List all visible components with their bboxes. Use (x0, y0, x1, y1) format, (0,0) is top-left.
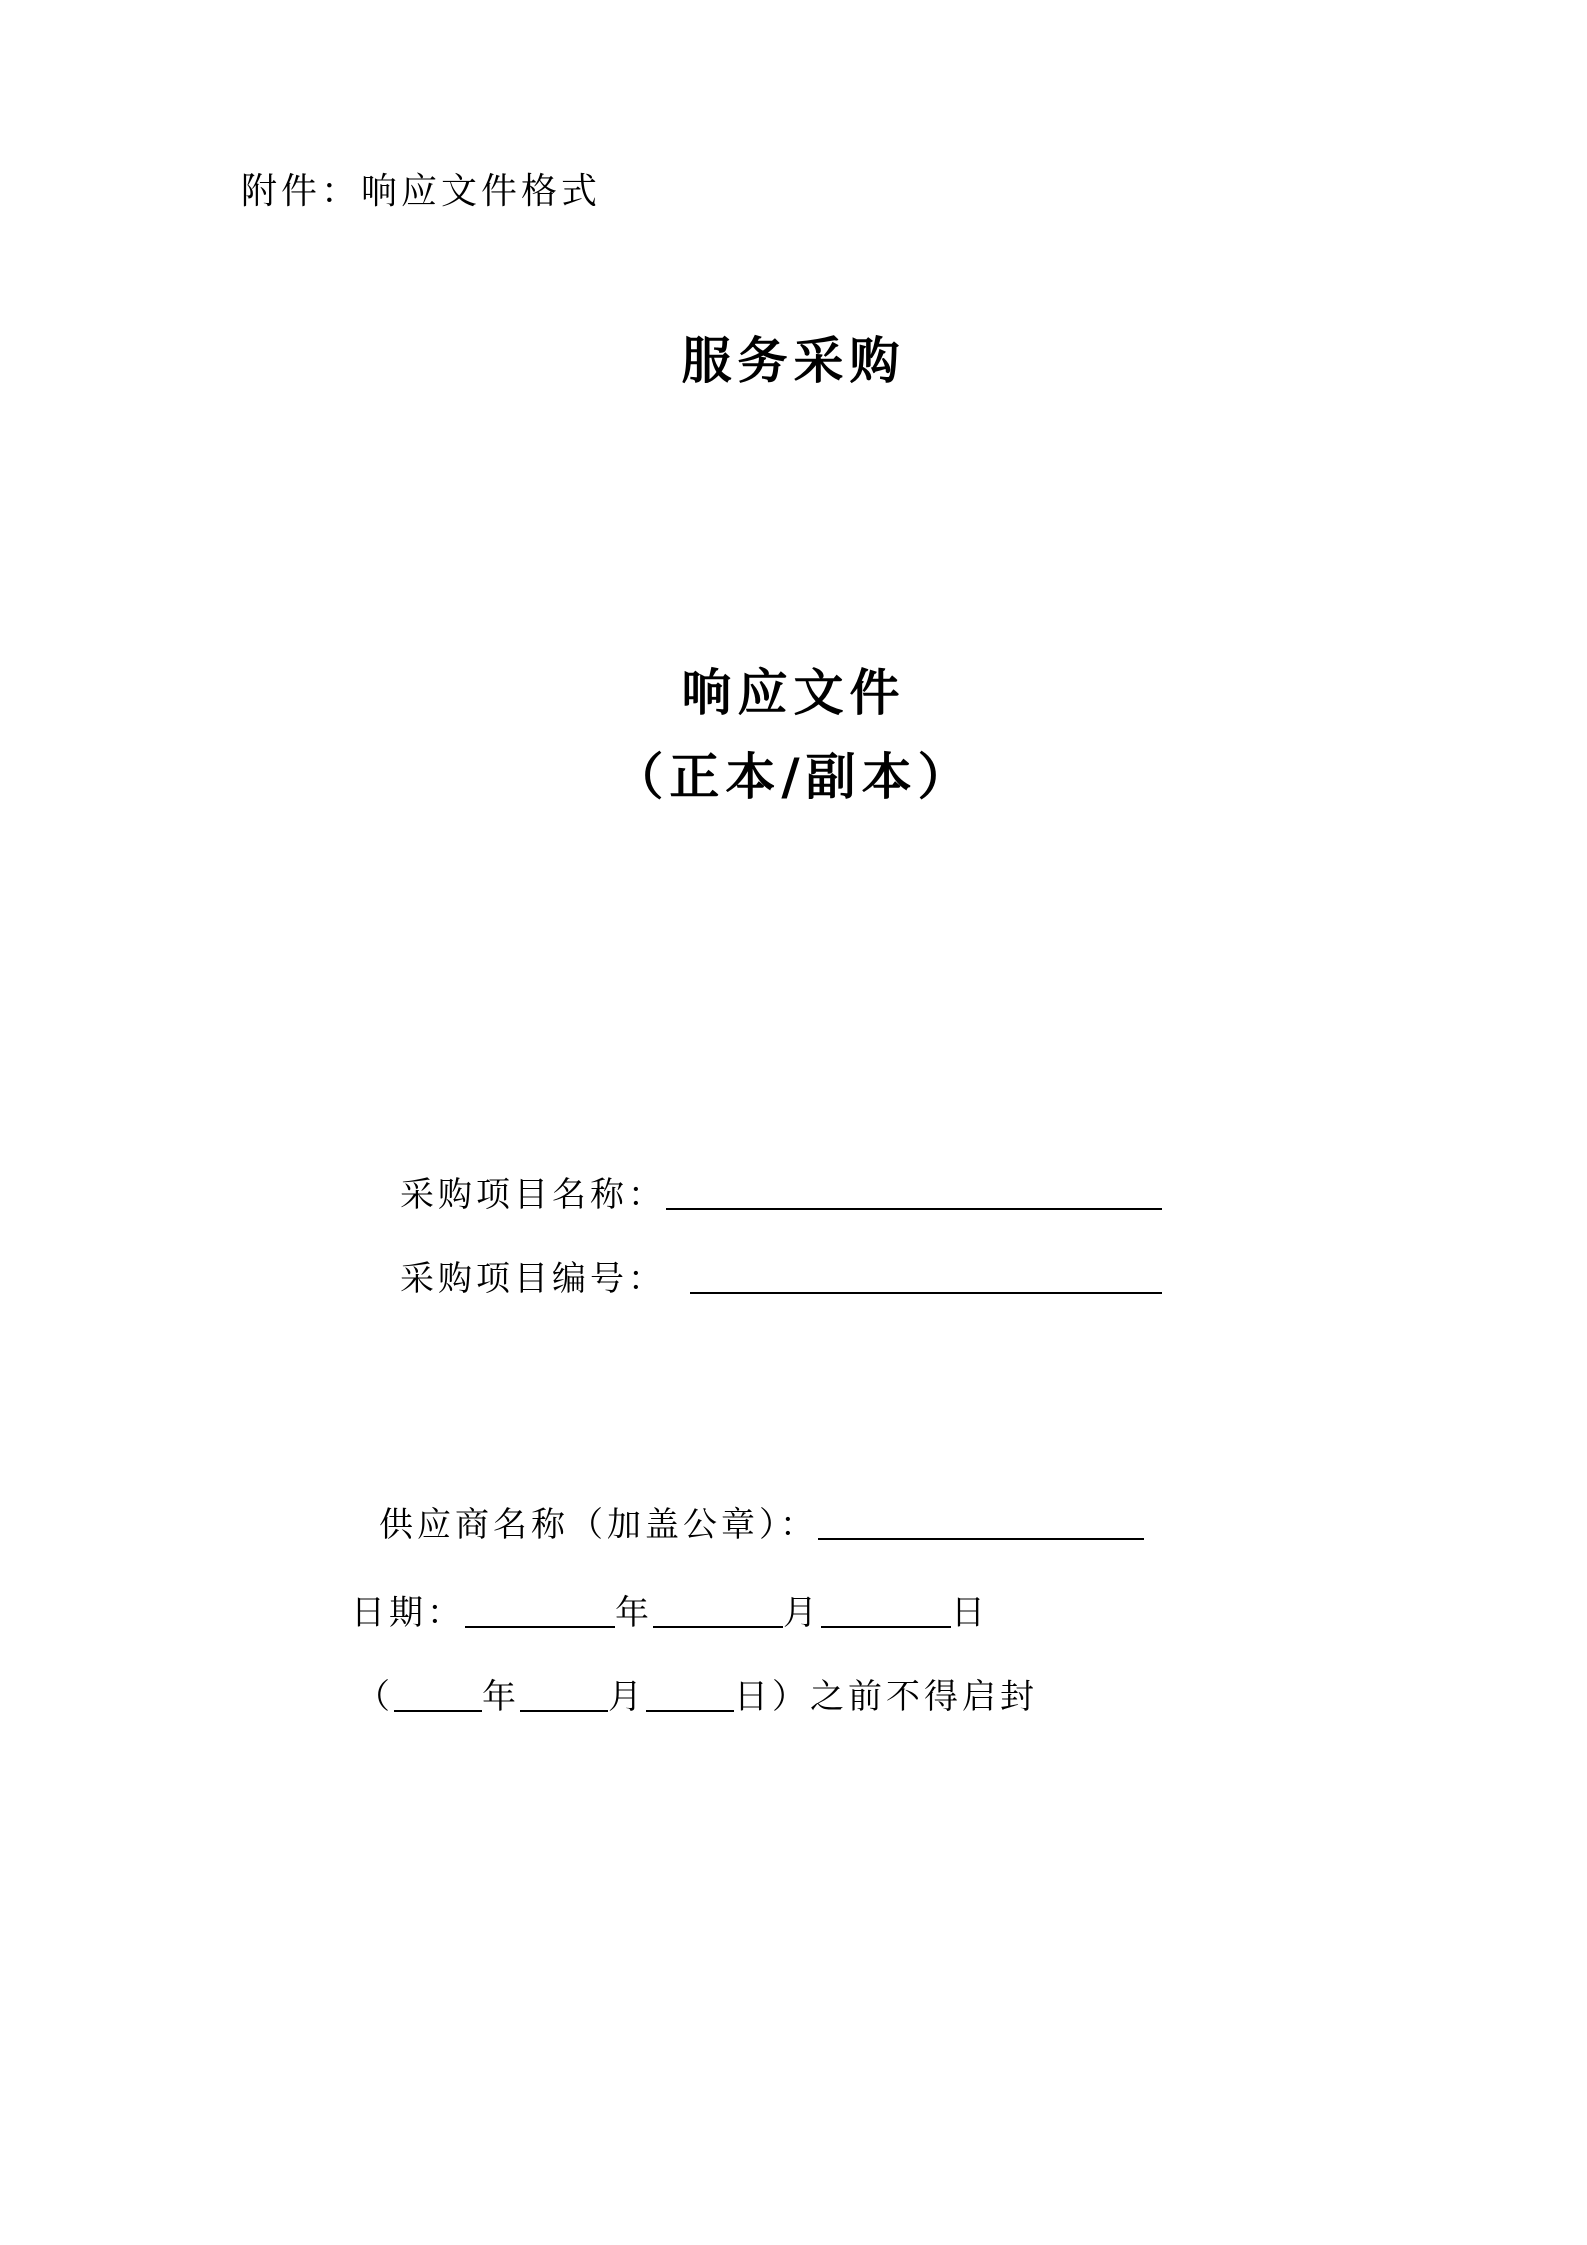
date-row (351, 1593, 989, 1633)
document-title: 响应文件 (681, 664, 906, 722)
date-month-unit: 月 (783, 1593, 821, 1633)
date-day-blank[interactable] (821, 1598, 951, 1628)
seal-year-blank[interactable] (394, 1682, 482, 1712)
project-name-row (400, 1175, 1162, 1215)
seal-month-blank[interactable] (520, 1682, 608, 1712)
date-day-unit: 日 (951, 1593, 989, 1633)
date-month-blank[interactable] (653, 1598, 783, 1628)
date-year-blank[interactable] (465, 1598, 615, 1628)
seal-year-unit: 年 (482, 1677, 520, 1717)
seal-day-unit: 日 (734, 1677, 772, 1717)
project-name-blank[interactable] (666, 1180, 1162, 1210)
supplier-name-row (379, 1505, 1144, 1545)
project-code-label: 采购项目编号： (400, 1259, 666, 1299)
project-code-blank[interactable] (690, 1264, 1162, 1294)
project-name-label: 采购项目名称： (400, 1175, 666, 1215)
supplier-name-blank[interactable] (818, 1510, 1144, 1540)
seal-day-blank[interactable] (646, 1682, 734, 1712)
seal-open-paren: （ (356, 1677, 394, 1717)
cover-title: 服务采购 (681, 332, 906, 390)
seal-month-unit: 月 (608, 1677, 646, 1717)
date-year-unit: 年 (615, 1593, 653, 1633)
project-code-row (400, 1259, 1162, 1299)
copy-type-label: （正本/副本） (613, 748, 974, 806)
supplier-name-label: 供应商名称（加盖公章）： (379, 1505, 818, 1545)
attachment-label: 附件：响应文件格式 (241, 171, 602, 212)
seal-notice-text: ）之前不得启封 (772, 1677, 1038, 1717)
date-label: 日期： (351, 1593, 465, 1633)
seal-notice-row (356, 1677, 1038, 1717)
